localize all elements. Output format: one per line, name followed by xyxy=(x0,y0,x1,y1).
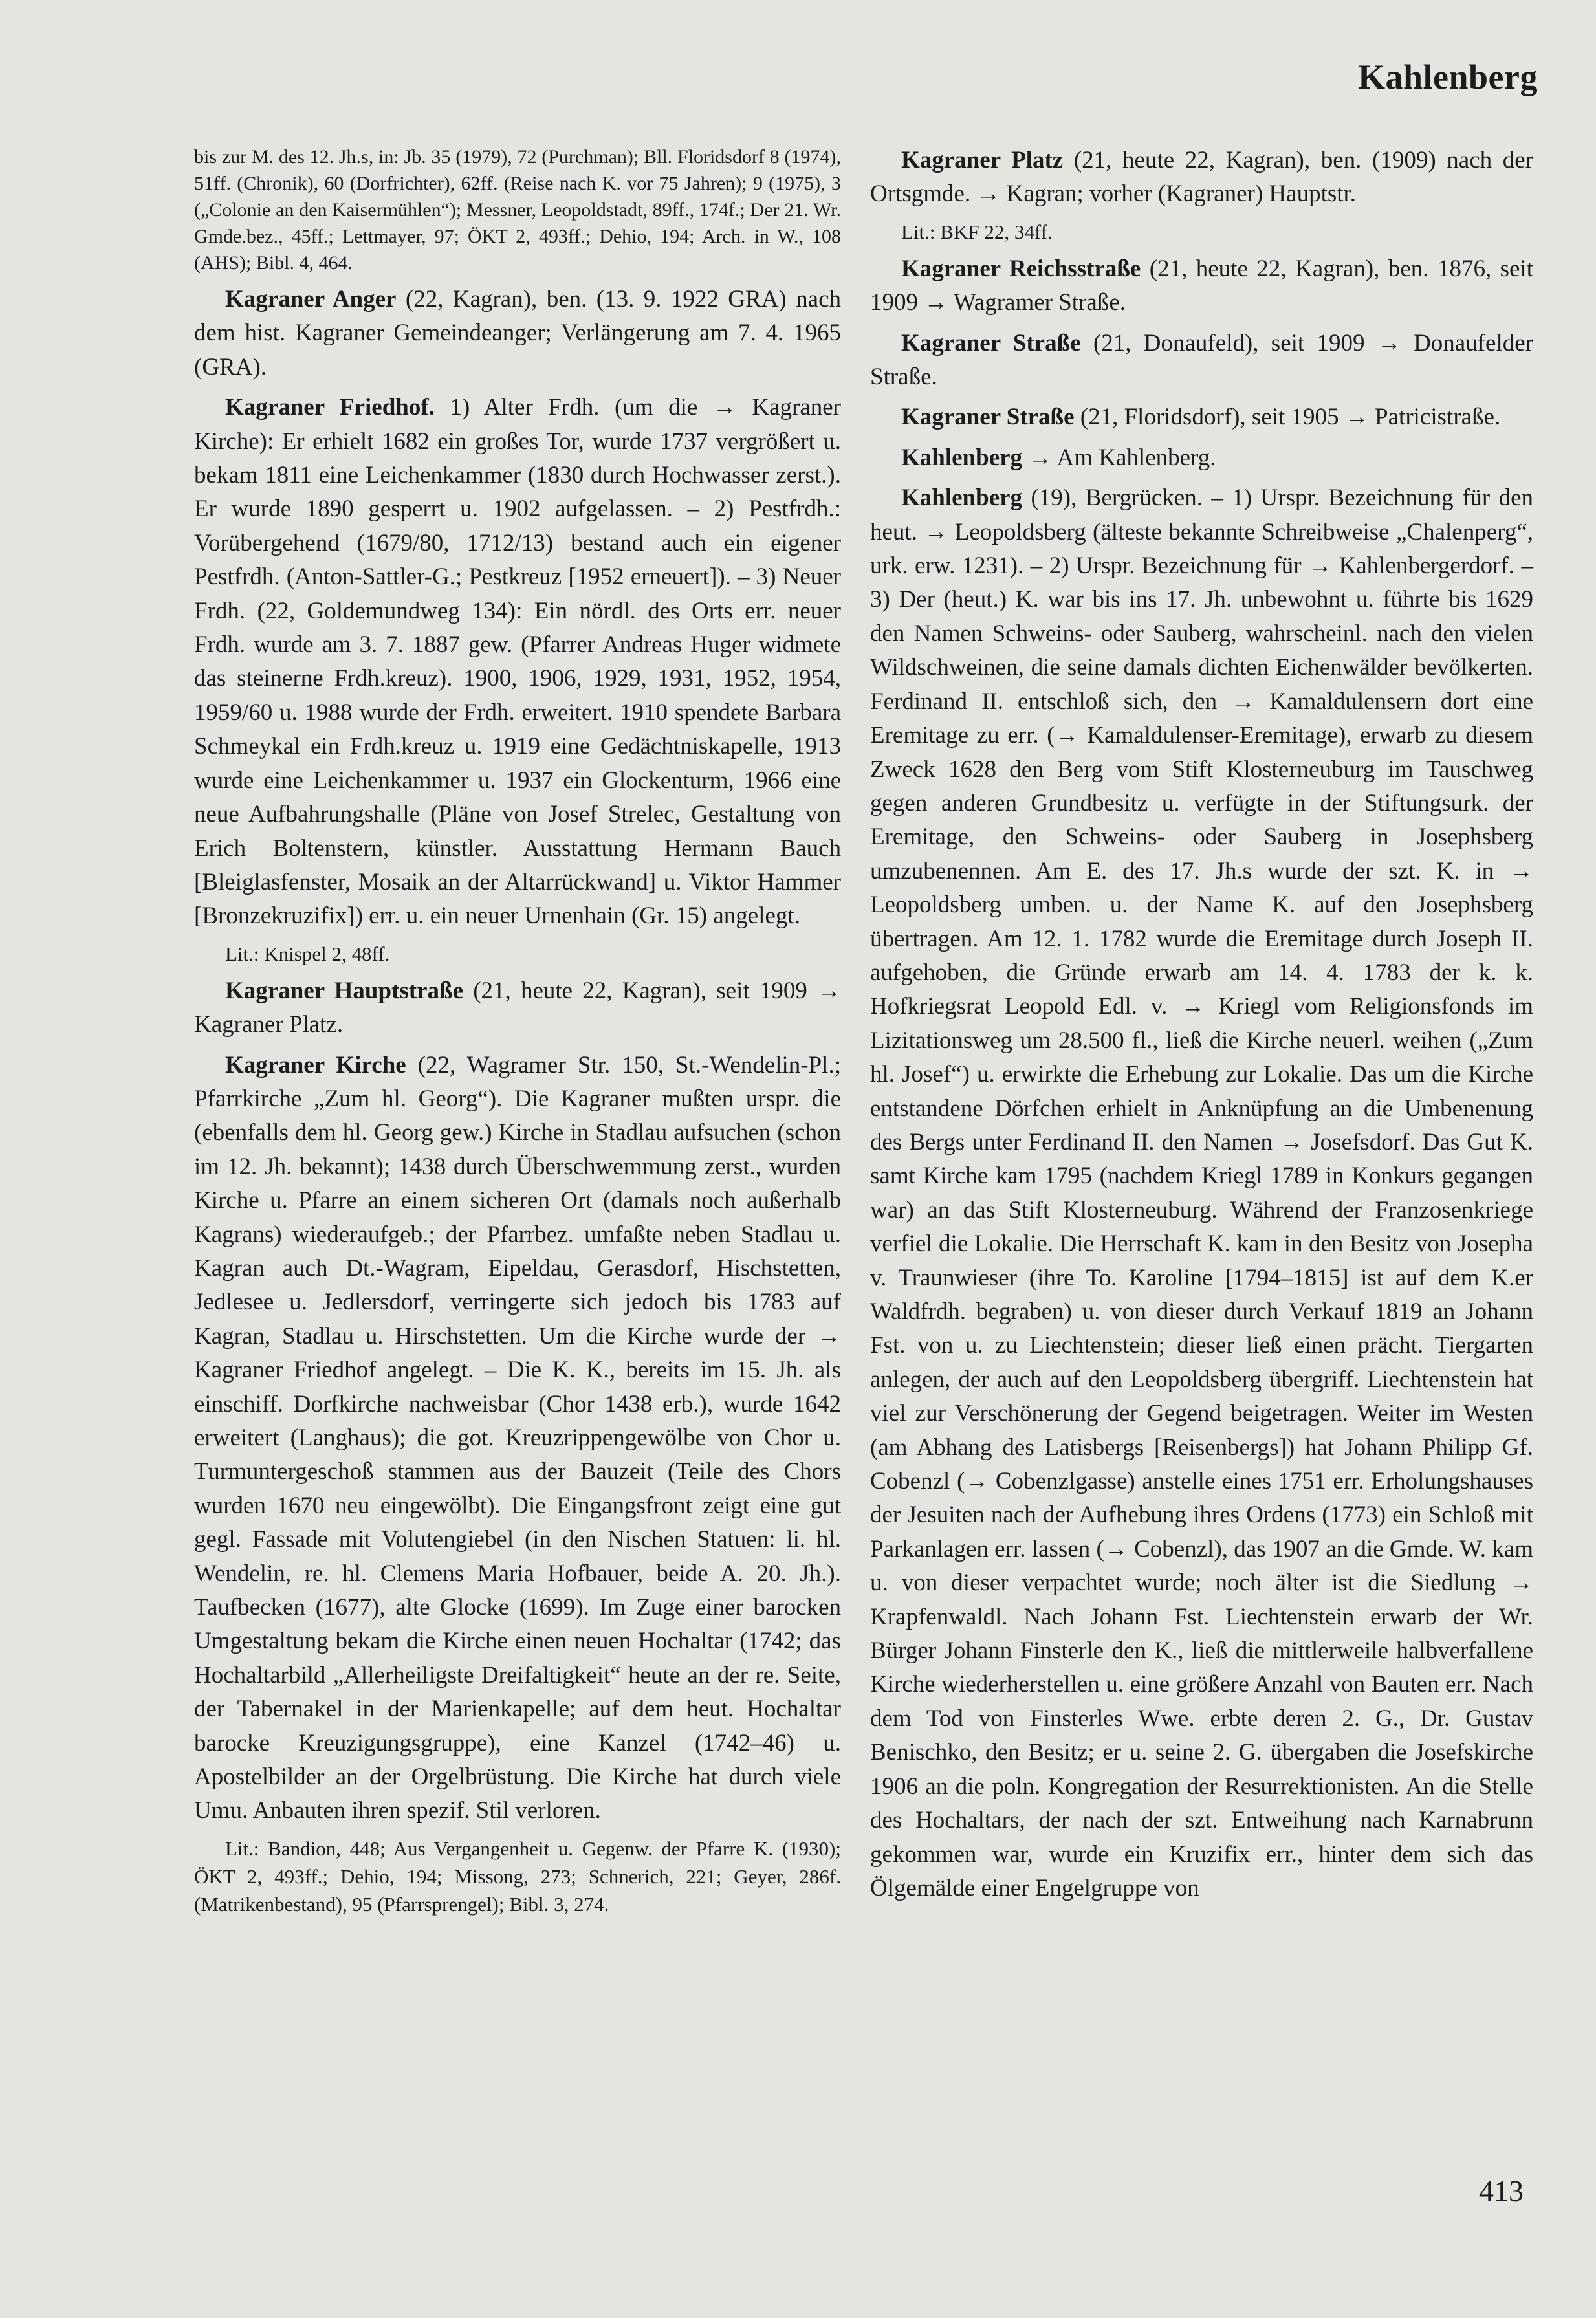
page-number: 413 xyxy=(1479,2174,1524,2207)
entry-kagraner-strasse-donaufeld xyxy=(870,327,1533,395)
entry-kahlenberg xyxy=(870,481,1533,1905)
literature-note: Lit.: Bandion, 448; Aus Vergangenheit u. Gegenw. der Pfarre K. (1930); ÖKT 2, 493ff.; Dehio, 194; Missong, 273; Schnerich, 221; Geyer, 286f. (Matrikenbestand), 95 (Pfarrsprengel); Bibl. 3, 274. xyxy=(194,1837,841,1916)
literature-note: Lit.: BKF 22, 34ff. xyxy=(901,220,1053,243)
literature-note: bis zur M. des 12. Jh.s, in: Jb. 35 (1979), 72 (Purchman); Bll. Floridsdorf 8 (1974), 51ff. (Chronik), 60 (Dorfrichter), 62ff. (Reise nach K. vor 75 Jahren); 9 (1975), 3 („Colonie an den Kaisermühlen“); Messner, Leopoldstadt, 89ff., 174f.; Der 21. Wr. Gmde.bez., 45ff.; Lettmayer, 97; ÖKT 2, 493ff.; Dehio, 194; Arch. in W., 108 (AHS); Bibl. 4, 464. xyxy=(194,146,841,274)
entry-text: (21, Donaufeld), seit 1909 → Donaufelder Straße. xyxy=(870,329,1534,391)
lemma: Kagraner Anger xyxy=(225,286,397,312)
entry-kagraner-platz xyxy=(870,144,1533,212)
entry-text: (21, heute 22, Kagran), seit 1909 → Kagraner Platz. xyxy=(194,977,841,1038)
entry-text: (22, Wagramer Str. 150, St.-Wendelin-Pl.; Pfarrkirche „Zum hl. Georg“). Die Kagraner mußten urspr. die (ebenfalls dem hl. Georg gew.) Kirche in Stadlau aufsuchen (schon im 12. Jh. bekannt); 1438 durch Überschwemmung zerst., wurden Kirche u. Pfarre an einem sicheren Ort (damals noch außerhalb Kagrans) wiederaufgeb.; der Pfarrbez. umfaßte neben Stadlau u. Kagran auch Dt.-Wagram, Eipeldau, Gerasdorf, Hischstetten, Jedlesee u. Jedlersdorf, verringerte sich jedoch bis 1783 auf Kagran, Stadlau u. Hirschstetten. Um die Kirche wurde der → Kagraner Friedhof angelegt. – Die K. K., bereits im 15. Jh. als einschiff. Dorfkirche nachweisbar (Chor 1438 erb.), wurde 1642 erweitert (Langhaus); die got. Kreuzrippengewölbe von Chor u. Turmuntergeschoß stammen aus der Bauzeit (Teile des Chors wurden 1670 neu eingewölbt). Die Eingangsfront zeigt eine gut gegl. Fassade mit Volutengiebel (in den Nischen Statuen: li. hl. Wendelin, re. hl. Clemens Maria Hofbauer, beide A. 20. Jh.). Taufbecken (1677), alte Glocke (1699). Im Zuge einer barocken Umgestaltung bekam die Kirche einen neuen Hochaltar (1742; das Hochaltarbild „Allerheiligste Dreifaltigkeit“ heute an der re. Seite, der Tabernakel in der Marienkapelle; auf dem heut. Hochaltar barocke Kreuzigungsgruppe), eine Kanzel (1742–46) u. Apostelbilder an der Orgelbrüstung. Die Kirche hat durch viele Umu. Anbauten ihren spezif. Stil verloren. xyxy=(194,1051,841,1824)
lemma: Kagraner Hauptstraße xyxy=(225,977,464,1004)
lemma: Kagraner Straße xyxy=(901,329,1081,356)
entry-kahlenberg-reference xyxy=(870,441,1533,475)
entry-text: 1) Alter Frdh. (um die → Kagraner Kirche): Er erhielt 1682 ein großes Tor, wurde 1737 vergrößert u. bekam 1811 eine Leichenkammer (1830 durch Hochwasser zerst.). Er wurde 1890 gesperrt u. 1902 aufgelassen. – 2) Pestfrdh.: Vorübergehend (1679/80, 1712/13) bestand auch ein eigener Pestfrdh. (Anton-Sattler-G.; Pestkreuz [1952 erneuert]). – 3) Neuer Frdh. (22, Goldemundweg 134): Ein nördl. des Orts err. neuer Frdh. wurde am 3. 7. 1887 gew. (Pfarrer Andreas Huger widmete das steinerne Frdh.kreuz). 1900, 1906, 1929, 1931, 1952, 1954, 1959/60 u. 1988 wurde der Frdh. erweitert. 1910 spendete Barbara Schmeykal ein Frdh.kreuz u. 1919 eine Gedächtniskapelle, 1913 wurde eine Leichenkammer u. 1937 ein Glockenturm, 1966 eine neue Aufbahrungshalle (Pläne von Josef Strelec, Gestaltung von Erich Boltenstern, künstler. Ausstattung Hermann Bauch [Bleiglasfenster, Mosaik an der Altarrückwand] u. Viktor Hammer [Bronzekruzifix]) err. u. ein neuer Urnenhain (Gr. 15) angelegt. xyxy=(194,394,841,930)
lemma: Kagraner Kirche xyxy=(225,1051,406,1078)
entry-text: (19), Bergrücken. – 1) Urspr. Bezeichnung für den heut. → Leopoldsberg (älteste bekannte Schreibweise „Chalenperg“, urk. erw. 1231). – 2) Urspr. Bezeichnung für → Kahlenbergerdorf. – 3) Der (heut.) K. war bis ins 17. Jh. unbewohnt u. führte bis 1629 den Namen Schweins- oder Sauberg, wahrscheinl. nach den vielen Wildschweinen, die seine damals dichten Eichenwälder bevölkerten. Ferdinand II. entschloß sich, den → Kamaldulensern dort eine Eremitage zu err. (→ Kamaldulenser-Eremitage), erwarb zu diesem Zweck 1628 den Berg vom Stift Klosterneuburg im Tauschweg gegen anderen Grundbesitz u. verfügte in der Stiftungsurk. der Eremitage, den Schweins- oder Sauberg in Josephsberg umzubenennen. Am E. des 17. Jh.s wurde der szt. K. in → Leopoldsberg umben. u. der Name K. auf den Josephsberg übertragen. Am 12. 1. 1782 wurde die Eremitage durch Joseph II. aufgehoben, die Gründe erwarb am 14. 4. 1783 der k. k. Hofkriegsrat Leopold Edl. v. → Kriegl vom Religionsfonds im Lizitationsweg um 28.500 fl., ließ die Kirche neuerl. weihen („Zum hl. Josef“) u. erwirkte die Erhebung zur Lokalie. Das um die Kirche entstandene Dörfchen erhielt in Anknüpfung an die Umbenenung des Bergs unter Ferdinand II. den Namen → Josefsdorf. Das Gut K. samt Kirche kam 1795 (nachdem Kriegl 1789 in Konkurs gegangen war) an das Stift Klosterneuburg. Während der Franzosenkriege verfiel die Lokalie. Die Herrschaft K. kam in den Besitz von Josepha v. Traunwieser (ihre To. Karoline [1794–1815] ist auf dem K.er Waldfrdh. begraben) u. von dieser durch Verkauf 1819 an Johann Fst. von u. zu Liechtenstein; dieser ließ einen prächt. Tiergarten anlegen, der auch auf den Leopoldsberg übergriff. Liechtenstein hat viel zur Verschönerung der Gegend beigetragen. Weiter im Westen (am Abhang des Latisbergs [Reisenbergs]) hat Johann Philipp Gf. Cobenzl (→ Cobenzlgasse) anstelle eines 1751 err. Erholungshauses der Jesuiten nach der Aufhebung ihres Ordens (1773) ein Schloß mit Parkanlagen err. lassen (→ Cobenzl), das 1907 an die Gmde. W. kam u. von dieser verpachtet wurde; noch älter ist die Siedlung → Krapfenwaldl. Nach Johann Fst. Liechtenstein erwarb der Wr. Bürger Johann Finsterle den K., ließ die mittlerweile halbverfallene Kirche wiederherstellen u. eine größere Anzahl von Bauten err. Nach dem Tod von Finsterles Wwe. erbte deren 2. G., Dr. Gustav Benischko, den Besitz; er u. seine 2. G. übergaben die Josefskirche 1906 an die poln. Kongregation der Resurrektionisten. An die Stelle des Hochaltars, der nach der szt. Entweihung nach Karnabrunn gekommen war, wurde ein Kruzifix err., hinter dem sich das Ölgemälde einer Engelgruppe von xyxy=(870,485,1533,1901)
entry-kagraner-strasse-floridsdorf xyxy=(870,400,1533,434)
lemma: Kagraner Platz xyxy=(901,147,1064,173)
lemma: Kagraner Straße xyxy=(901,404,1075,431)
entry-text: → Am Kahlenberg. xyxy=(1022,444,1216,471)
entry-text: (22, Kagran), ben. (13. 9. 1922 GRA) nach dem hist. Kagraner Gemeindeanger; Verlängerung am 7. 4. 1965 (GRA). xyxy=(194,286,841,380)
entry-text: (21, heute 22, Kagran), ben. (1909) nach der Ortsgmde. → Kagran; vorher (Kagraner) Hauptstr. xyxy=(870,147,1533,208)
lemma: Kagraner Reichsstraße xyxy=(901,255,1141,282)
entry-text: (21, heute 22, Kagran), ben. 1876, seit 1909 → Wagramer Straße. xyxy=(870,255,1533,316)
entry-kagraner-kirche xyxy=(194,1049,841,1828)
lemma: Kahlenberg xyxy=(901,485,1023,512)
right-column xyxy=(870,144,1533,1912)
entry-text: (21, Floridsdorf), seit 1905 → Patricistraße. xyxy=(1074,404,1501,431)
literature-note: Lit.: Knispel 2, 48ff. xyxy=(225,942,390,965)
lemma: Kagraner Friedhof. xyxy=(225,394,435,421)
entry-kagraner-friedhof xyxy=(194,391,841,934)
entry-kagraner-hauptstrasse xyxy=(194,974,841,1042)
left-column xyxy=(194,144,841,1925)
entry-kagraner-anger xyxy=(194,283,841,384)
lemma: Kahlenberg xyxy=(901,444,1023,471)
running-head: Kahlenberg xyxy=(1357,58,1538,96)
entry-kagraner-reichsstrasse xyxy=(870,252,1533,320)
